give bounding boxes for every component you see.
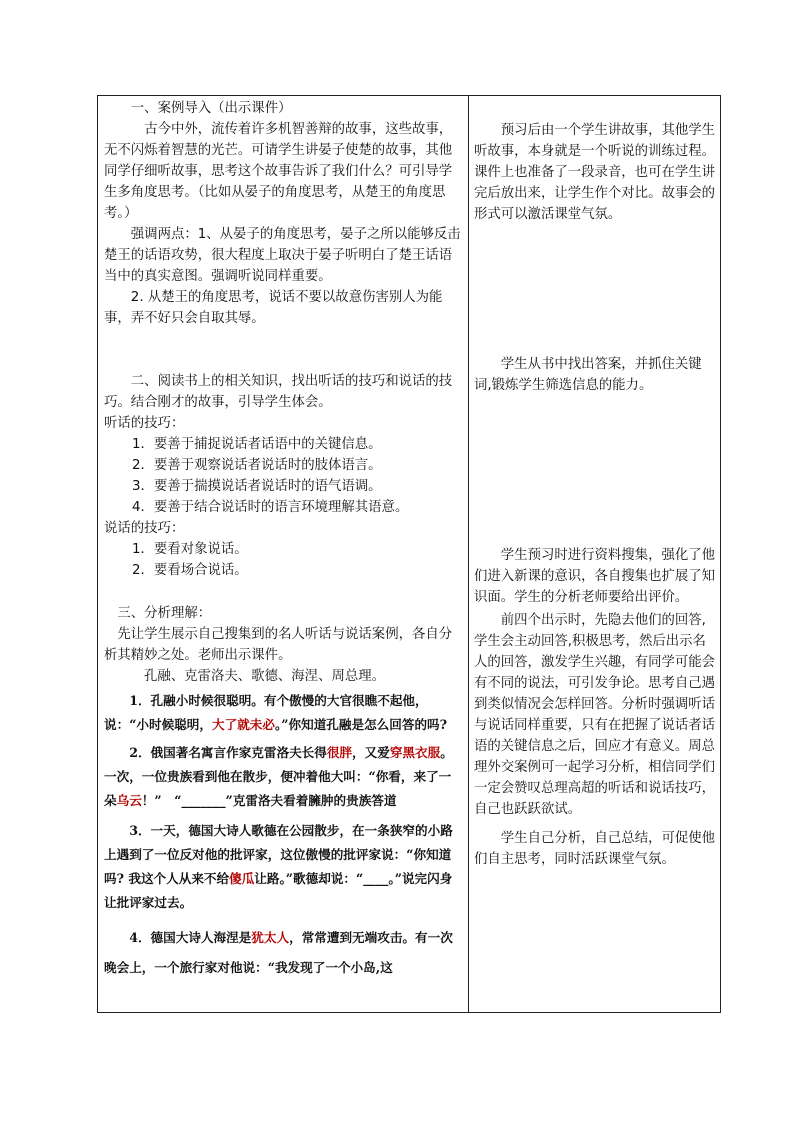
section-1-paragraph-1: 古今中外，流传着许多机智善辩的故事，这些故事，无不闪烁着智慧的光芒。可请学生讲晏子使楚的故事，其他同学仔细听故事，思考这个故事告诉了我们什么？可引导学生多角度思考。（比如从晏子的角度思考，从楚王的角度思考。） bbox=[104, 122, 453, 221]
section-1-paragraph-2: 强调两点：1、从晏子的角度思考，晏子之所以能够反击楚王的话语攻势，很大程度上取决于晏子听明白了楚王话语当中的真实意图。强调听说同样重要。 bbox=[104, 227, 461, 284]
intent-note-4: 前四个出示时，先隐去他们的回答,学生会主动回答,积极思考，然后出示名人的回答，激发学生兴趣，有同学可能会有不同的说法，可引发争论。思考自己遇到类似情况会怎样回答。分析时强调听话与说话同样重要，只有在把握了说话者话语的关键信息之后，回应才有意义。周总理外交案例可一起学习分析，相信同学们一定会赞叹总理高超的听话和说话技巧，自己也跃跃欲试。 bbox=[474, 613, 716, 817]
section-1-paragraph-3: 2. 从楚王的角度思考，说话不要以故意伤害别人为能事，弄不好只会自取其辱。 bbox=[104, 290, 443, 326]
speaking-skill-item: 2．要看场合说话。 bbox=[132, 563, 248, 578]
intent-note-2: 学生从书中找出答案，并抓住关键词,锻炼学生筛选信息的能力。 bbox=[474, 357, 702, 393]
column-divider bbox=[468, 96, 469, 1012]
intent-note-5: 学生自己分析，自己总结，可促使他们自主思考，同时活跃课堂气氛。 bbox=[474, 831, 716, 867]
case-heine: 4．德国大诗人海涅是犹太人，常常遭到无端攻击。有一次晚会上，一个旅行家对他说：“我发现了一个小岛,这 bbox=[104, 930, 453, 975]
lesson-table bbox=[97, 95, 721, 1013]
case-kong-rong: 1．孔融小时候很聪明。有个傲慢的大官很瞧不起他，说：“小时候聪明，大了就未必。”你知道孔融是怎么回答的吗? bbox=[104, 693, 448, 732]
famous-names-list: 孔融、克雷洛夫、歌德、海涅、周总理。 bbox=[144, 669, 386, 684]
listening-skill-item: 3．要善于揣摸说话者说话时的语气语调。 bbox=[132, 479, 382, 494]
listening-skill-item: 2．要善于观察说话者说话时的肢体语言。 bbox=[132, 458, 382, 473]
section-1-title: 一、案例导入（出示课件） bbox=[130, 101, 292, 116]
speaking-skill-item: 1．要看对象说话。 bbox=[132, 542, 248, 557]
listening-skill-item: 1．要善于捕捉说话者话语中的关键信息。 bbox=[132, 437, 382, 452]
section-3-title: 三、分析理解： bbox=[117, 606, 212, 621]
speaking-skills-label: 说话的技巧： bbox=[104, 521, 185, 536]
section-2-title: 二、阅读书上的相关知识，找出听话的技巧和说话的技巧。结合刚才的故事，引导学生体会。 bbox=[104, 374, 453, 410]
intent-note-3: 学生预习时进行资料搜集，强化了他们进入新课的意识，各自搜集也扩展了知识面。学生的分析老师要给出评价。 bbox=[474, 548, 716, 605]
listening-skill-item: 4．要善于结合说话时的语言环境理解其语意。 bbox=[132, 500, 409, 515]
case-krylov: 2．俄国著名寓言作家克雷洛夫长得很胖，又爱穿黑衣服。一次，一位贵族看到他在散步，便冲着他大叫：“你看，来了一朵乌云！” “_______”克雷洛夫看着臃肿的贵族答道 bbox=[104, 745, 453, 808]
case-goethe: 3．一天，德国大诗人歌德在公园散步，在一条狭窄的小路上遇到了一位反对他的批评家，这位傲慢的批评家说：“你知道吗? 我这个人从来不给傻瓜让路。”歌德却说：“____。”说完闪身让批评家过去。 bbox=[104, 823, 453, 910]
section-3-paragraph: 先让学生展示自己搜集到的名人听话与说话案例，各自分析其精妙之处。老师出示课件。 bbox=[104, 627, 453, 663]
design-intent-column bbox=[474, 96, 718, 870]
listening-skills-label: 听话的技巧： bbox=[104, 416, 185, 431]
intent-note-1: 预习后由一个学生讲故事，其他学生听故事，本身就是一个听说的训练过程。课件上也准备了一段录音，也可在学生讲完后放出来，让学生作个对比。故事会的形式可以激活课堂气氛。 bbox=[474, 123, 716, 222]
teaching-process-column bbox=[104, 98, 462, 983]
